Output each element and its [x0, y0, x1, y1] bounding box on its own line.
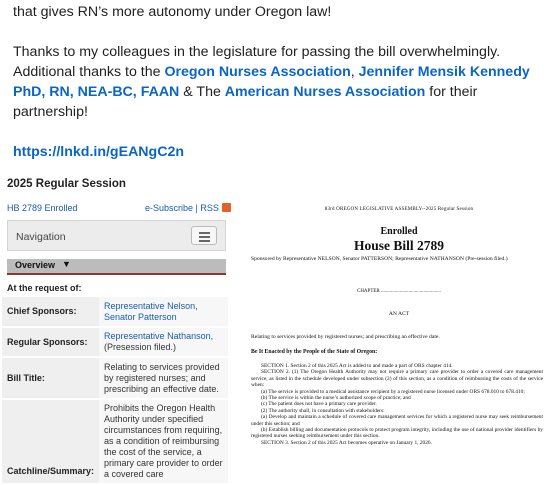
bill-document-image[interactable] — [248, 172, 550, 470]
overview-label: Overview — [15, 260, 56, 270]
post-images — [0, 172, 550, 479]
mention-american-nurses-association[interactable]: American Nurses Association — [224, 84, 426, 100]
chevron-down-icon: ▼ — [62, 259, 71, 269]
mention-oregon-nurses-association[interactable]: Oregon Nurses Association — [164, 64, 351, 80]
post-line: that gives RN’s more autonomy under Oregon law! — [13, 4, 332, 20]
document-paragraph: SECTION 2. (1) The Oregon Health Authority may not require a primary care provider to order a covered care management service, as listed in the schedule developed under subsection (2) of this section, as a condition of reimbursing the costs of the service when: — [251, 369, 543, 389]
mention-jennifer-mensik-kennedy[interactable]: Jennifer Mensik Kennedy PhD, RN, NEA-BC, FAAN — [13, 64, 530, 100]
session-title: 2025 Regular Session — [7, 178, 126, 190]
post-text-segment: , — [350, 64, 359, 80]
row-value — [99, 327, 228, 357]
bill-details-table — [2, 297, 228, 485]
legislature-screenshot-image[interactable] — [0, 172, 235, 479]
chief-sponsors-link[interactable]: Representative Nelson, Senator Patterson — [104, 300, 198, 322]
document-enrolled: Enrolled — [380, 226, 418, 237]
rss-icon — [222, 203, 231, 212]
row-key: Catchline/Summary: — [2, 399, 99, 484]
document-paragraph: (b) The service is within the nurse’s authorized scope of practice; and — [261, 395, 411, 402]
document-sponsor: Sponsored by Representative NELSON, Senator PATTERSON; Representative NATHANSON (Pre-session filed.) — [251, 256, 508, 262]
post-text-segment: & The — [179, 84, 225, 100]
table-row — [2, 297, 228, 327]
post-paragraph — [13, 42, 543, 122]
document-header: 83rd OREGON LEGISLATIVE ASSEMBLY--2025 Regular Session — [324, 207, 474, 212]
post-short-link[interactable]: https://lnkd.in/gEANgC2n — [13, 144, 185, 160]
at-request-label: At the request of: — [7, 283, 82, 293]
overview-tab[interactable] — [7, 259, 226, 273]
document-body — [251, 363, 543, 446]
post-url-line — [13, 142, 184, 162]
navigation-bar — [7, 220, 226, 251]
document-an-act: AN ACT — [388, 311, 410, 317]
document-paragraph: (c) The patient does not have a primary care provider. — [261, 401, 377, 408]
document-paragraph: SECTION 3. Section 2 of this 2025 Act becomes operative on January 1, 2026. — [261, 439, 432, 446]
hamburger-menu-icon[interactable] — [191, 226, 217, 245]
navigation-label: Navigation — [16, 231, 66, 243]
document-paragraph: (a) The service is provided to a medical assistance recipient by a registered nurse licensed under ORS 678.010 to 678.410; — [261, 388, 525, 395]
row-value: Prohibits the Oregon Health Authority under specified circumstances from requiring, as a condition of reimbursing the cost of the service, a primary care provider to order a covered care — [99, 399, 228, 484]
overview-divider — [7, 273, 226, 275]
regular-sponsors-link[interactable]: Representative Nathanson, — [104, 331, 214, 341]
document-relating: Relating to services provided by registered nurses; and prescribing an effective date. — [251, 334, 440, 340]
document-paragraph: SECTION 1. Section 2 of this 2025 Act is added to and made a part of ORS chapter 414. — [261, 363, 453, 369]
row-key: Regular Sponsors: — [2, 327, 99, 357]
document-chapter: CHAPTER ................................................ — [356, 289, 442, 294]
esubscribe-label[interactable]: e-Subscribe | RSS — [145, 203, 219, 213]
table-row — [2, 357, 228, 399]
table-row — [2, 327, 228, 357]
post-text-segment: Thanks to my colleagues in the legislature for passing the bill overwhelmingly. Additional thanks to the — [13, 44, 501, 80]
document-paragraph: (a) Develop and maintain a schedule of covered care management services for which a registered nurse may seek reimbursement under this section; and — [251, 414, 543, 427]
esubscribe-links — [145, 203, 231, 213]
document-bill-title: House Bill 2789 — [353, 238, 444, 253]
row-value: Relating to services provided by registered nurses; and prescribing an effective date. — [99, 357, 228, 399]
presession-note: (Presession filed.) — [104, 342, 177, 352]
row-key: Bill Title: — [2, 357, 99, 399]
post-text-segment: for their partnership! — [13, 84, 478, 120]
document-paragraph: (b) Establish billing and documentation protocols to protect program integrity, including the use of national provider identifiers by registered nurses seeking reimbursement under this section. — [251, 427, 543, 440]
document-paragraph: (2) The authority shall, in consultation with stakeholders: — [261, 407, 385, 414]
document-enacted: Be It Enacted by the People of the State of Oregon: — [251, 349, 378, 355]
row-value — [99, 297, 228, 327]
bill-link[interactable]: HB 2789 Enrolled — [7, 203, 78, 213]
row-key: Chief Sponsors: — [2, 297, 99, 327]
table-row — [2, 399, 228, 484]
